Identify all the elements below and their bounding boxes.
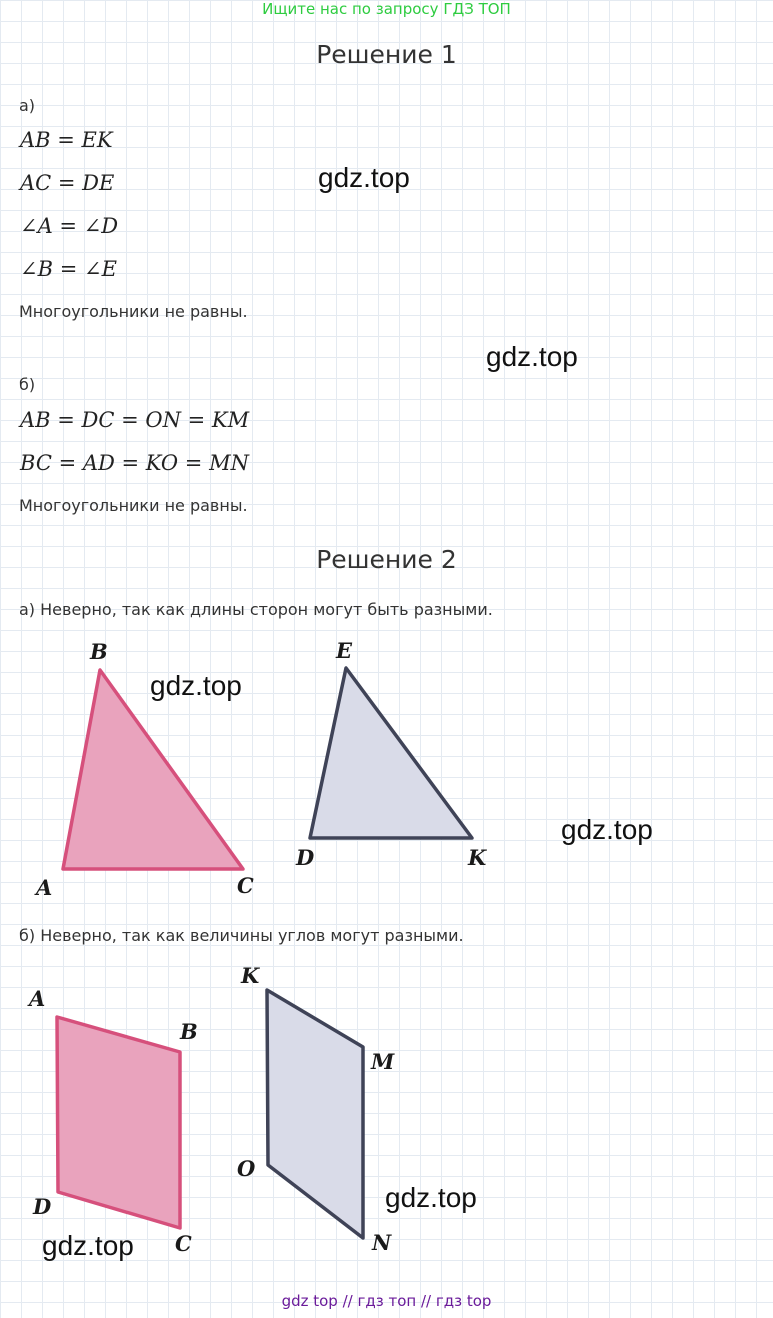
part-a-label: а) bbox=[19, 96, 36, 115]
equation-line: AB = DC = ON = KM bbox=[20, 408, 250, 432]
solution-2-part-a-text: а) Неверно, так как длины сторон могут быть разными. bbox=[19, 600, 493, 619]
quad-kmon-figure bbox=[235, 960, 410, 1265]
watermark: gdz.top bbox=[150, 670, 242, 701]
vertex-label: B bbox=[180, 1019, 198, 1044]
vertex-label: D bbox=[296, 845, 315, 870]
equation-line: ∠B = ∠E bbox=[20, 257, 117, 281]
vertex-label: E bbox=[336, 638, 353, 663]
vertex-label: B bbox=[90, 639, 108, 664]
vertex-label: D bbox=[33, 1194, 52, 1219]
part-a-conclusion: Многоугольники не равны. bbox=[19, 302, 248, 321]
footer-links: gdz top // гдз топ // гдз top bbox=[281, 1292, 492, 1310]
triangle-edk-figure bbox=[290, 633, 510, 878]
quadrilateral-kmon bbox=[267, 990, 363, 1238]
vertex-label: C bbox=[175, 1231, 192, 1256]
solution-2-part-b-text: б) Неверно, так как величины углов могут разными. bbox=[19, 926, 464, 945]
watermark: gdz.top bbox=[486, 341, 578, 372]
watermark: gdz.top bbox=[385, 1182, 477, 1213]
vertex-label: K bbox=[241, 963, 260, 988]
equation-line: ∠A = ∠D bbox=[20, 214, 119, 238]
quad-abcd-figure bbox=[25, 980, 210, 1270]
vertex-label: A bbox=[29, 986, 46, 1011]
equation-line: AC = DE bbox=[20, 171, 115, 195]
vertex-label: A bbox=[36, 875, 53, 900]
vertex-label: N bbox=[372, 1230, 392, 1255]
watermark: gdz.top bbox=[42, 1230, 134, 1261]
quadrilateral-abcd bbox=[57, 1017, 180, 1228]
watermark: gdz.top bbox=[318, 162, 410, 193]
solution-2-title: Решение 2 bbox=[316, 545, 457, 574]
vertex-label: C bbox=[237, 873, 254, 898]
vertex-label: O bbox=[237, 1156, 256, 1181]
vertex-label: K bbox=[468, 845, 487, 870]
triangle-edk bbox=[310, 668, 472, 838]
solution-1-title: Решение 1 bbox=[316, 40, 457, 69]
part-b-label: б) bbox=[19, 375, 36, 394]
top-banner: Ищите нас по запросу ГДЗ ТОП bbox=[262, 0, 511, 18]
equation-line: BC = AD = KO = MN bbox=[20, 451, 249, 475]
watermark: gdz.top bbox=[561, 814, 653, 845]
equation-line: AB = EK bbox=[20, 128, 113, 152]
vertex-label: M bbox=[371, 1049, 395, 1074]
part-b-conclusion: Многоугольники не равны. bbox=[19, 496, 248, 515]
